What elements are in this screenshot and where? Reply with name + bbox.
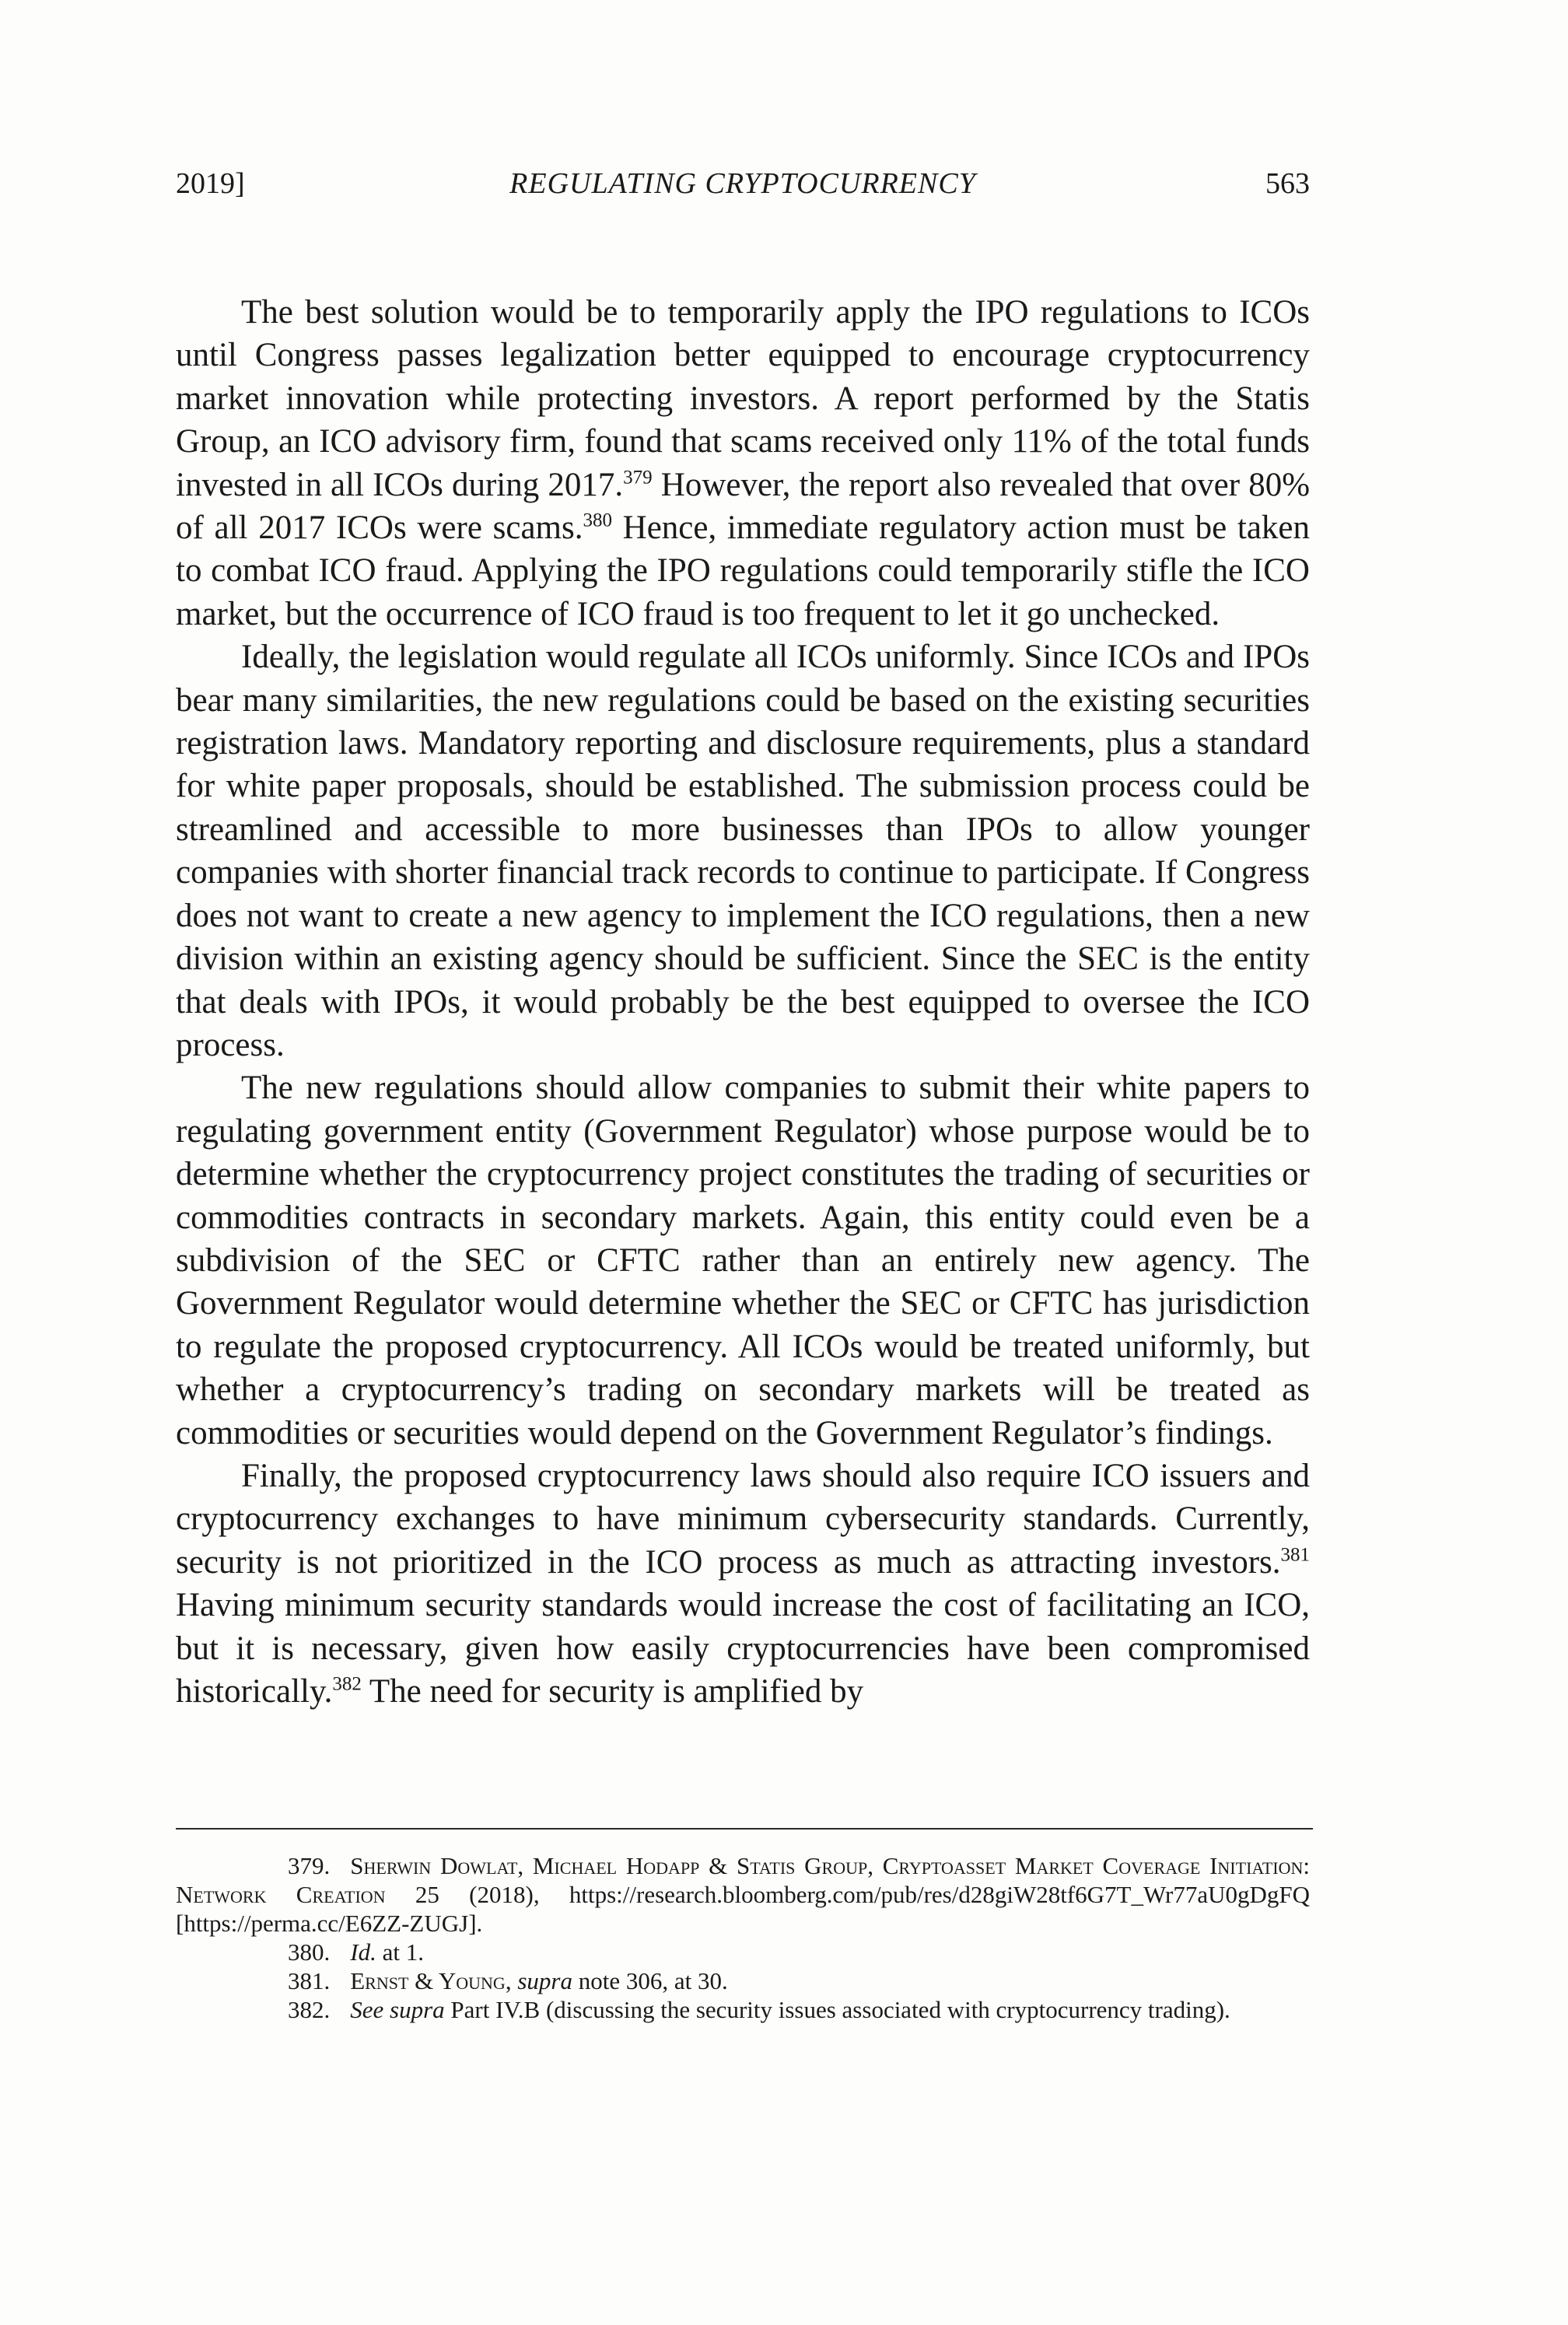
- paragraph-text: The need for security is amplified by: [361, 1673, 864, 1710]
- footnote-italic: Id.: [350, 1938, 376, 1966]
- footnote-379: [176, 1851, 1310, 1938]
- footnote-italic: See supra: [350, 1996, 445, 2023]
- footnote-380: [176, 1938, 1310, 1966]
- paragraph-text: Finally, the proposed cryptocurrency laws should also require ICO issuers and cryptocurrency exchanges to have minimum cybersecurity standards. Currently, security is not prioritized in the ICO process as much as attracting investors.: [176, 1457, 1310, 1581]
- paragraph-text: The new regulations should allow companies to submit their white papers to regulating government entity (Government Regulator) whose purpose would be to determine whether the cryptocurrency project constitutes the trading of securities or commodities contracts in secondary markets. Again, this entity could even be a subdivision of the SEC or CFTC rather than an entirely new agency. The Government Regulator would determine whether the SEC or CFTC has jurisdiction to regulate the proposed cryptocurrency. All ICOs would be treated uniformly, but whether a cryptocurrency’s trading on secondary markets will be treated as commodities or securities would depend on the Government Regulator’s findings.: [176, 1070, 1310, 1451]
- footnote-382: [176, 1995, 1310, 2024]
- footnote-divider: [176, 1828, 1313, 1830]
- body-text: [176, 291, 1310, 1713]
- paragraph-text: Hence, immediate regulatory action must be taken to combat ICO fraud. Applying the IPO regulations could temporarily stifle the ICO market, but the occurrence of ICO fraud is too frequent to let it go unchecked.: [176, 509, 1311, 632]
- footnote-number: 380.: [288, 1938, 331, 1966]
- footnote-text: 25 (2018), https://research.bloomberg.com/pub/res/d28giW28tf6G7T_Wr77aU0gDgFQ [https://perma.cc/E6ZZ-ZUGJ].: [176, 1881, 1310, 1937]
- footnote-ref-382[interactable]: 382: [332, 1673, 362, 1695]
- paragraph-text: Ideally, the legislation would regulate all ICOs uniformly. Since ICOs and IPOs bear many similarities, the new regulations could be based on the existing securities registration laws. Mandatory reporting and disclosure requirements, plus a standard for white paper proposals, should be established. The submission process could be streamlined and accessible to more businesses than IPOs to allow younger companies with shorter financial track records to continue to participate. If Congress does not want to create a new agency to implement the ICO regulations, then a new division within an existing agency should be sufficient. Since the SEC is the entity that deals with IPOs, it would probably be the best equipped to oversee the ICO process.: [176, 639, 1310, 1063]
- footnote-ref-379[interactable]: 379: [623, 467, 653, 488]
- paragraph-text: The best solution would be to temporarily apply the IPO regulations to ICOs until Congress passes legalization better equipped to encourage cryptocurrency market innovation while protecting investors. A report performed by the Statis Group, an ICO advisory firm, found that scams received only 11% of the total funds invested in all ICOs during 2017.: [176, 294, 1310, 503]
- volume-year: 2019]: [176, 167, 245, 200]
- footnote-text: at 1.: [376, 1938, 424, 1966]
- footnote-number: 382.: [288, 1996, 331, 2023]
- paragraph-text: However, the report also revealed that over 80% of all 2017 ICOs were scams.: [176, 466, 1311, 547]
- paragraph-3: [176, 1066, 1310, 1455]
- running-title: REGULATING CRYPTOCURRENCY: [509, 167, 976, 200]
- footnote-ref-381[interactable]: 381: [1280, 1544, 1310, 1566]
- running-header: [176, 162, 1310, 205]
- footnote-italic: supra: [517, 1967, 572, 1994]
- footnote-authors: Sherwin Dowlat, Michael Hodapp & Statis Group, Cryptoasset Market Coverage Initiation: Network Creation: [176, 1852, 1310, 1908]
- paragraph-1: [176, 291, 1310, 636]
- page-number: 563: [1265, 167, 1310, 200]
- paragraph-4: [176, 1455, 1310, 1713]
- footnote-text: note 306, at 30.: [572, 1967, 728, 1994]
- footnote-381: [176, 1966, 1310, 1995]
- paragraph-text: Having minimum security standards would increase the cost of facilitating an ICO, but it is necessary, given how easily cryptocurrencies have been compromised historically.: [176, 1587, 1310, 1710]
- footnote-authors: Ernst & Young,: [350, 1967, 512, 1994]
- paragraph-2: [176, 636, 1310, 1066]
- footnotes: [176, 1851, 1310, 2024]
- footnote-number: 381.: [288, 1967, 331, 1994]
- footnote-text: Part IV.B (discussing the security issues associated with cryptocurrency trading).: [444, 1996, 1230, 2023]
- footnote-number: 379.: [288, 1852, 331, 1879]
- footnote-ref-380[interactable]: 380: [583, 509, 612, 531]
